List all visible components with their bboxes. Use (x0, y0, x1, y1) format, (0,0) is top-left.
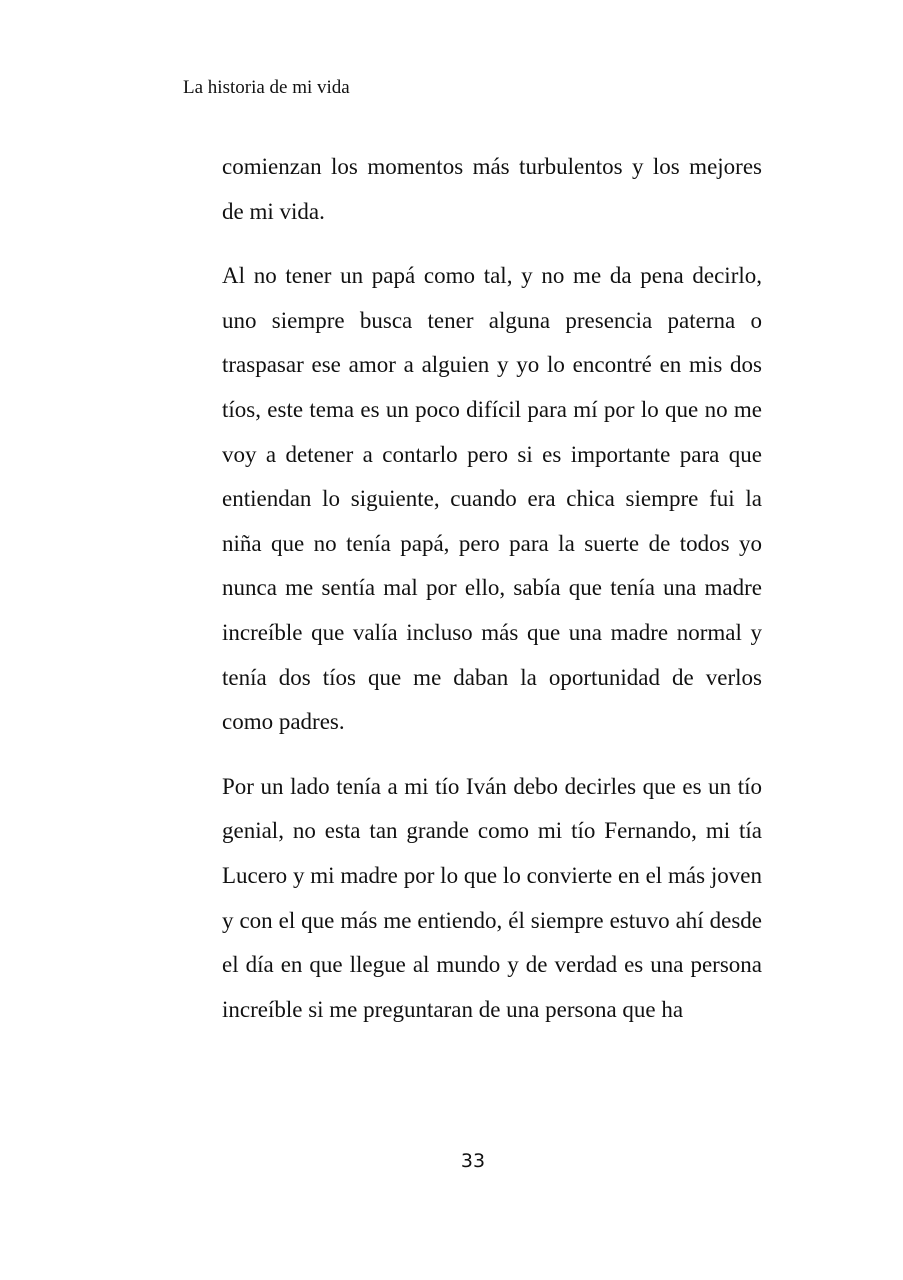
paragraph-1: comienzan los momentos más turbulentos y los mejores de mi vida. (222, 154, 762, 224)
paragraph-2: Al no tener un papá como tal, y no me da pena decirlo, uno siempre busca tener alguna presencia paterna o traspasar ese amor a alguien y yo lo encontré en mis dos tíos, este tema es un poco difícil para mí por lo que no me voy a detener a contarlo pero si es importante para que entiendan lo siguiente, cuando era chica siempre fui la niña que no tenía papá, pero para la suerte de todos yo nunca me sentía mal por ello, sabía que tenía una madre increíble que valía incluso más que una madre normal y tenía dos tíos que me daban la oportunidad de verlos como padres. (222, 263, 762, 735)
body-text (222, 145, 762, 1032)
running-header-title: La historia de mi vida (183, 77, 350, 98)
paragraph-3: Por un lado tenía a mi tío Iván debo decirles que es un tío genial, no esta tan grande como mi tío Fernando, mi tía Lucero y mi madre por lo que lo convierte en el más joven y con el que más me entiendo, él siempre estuvo ahí desde el día en que llegue al mundo y de verdad es una persona increíble si me preguntaran de una persona que ha (222, 773, 762, 1022)
page-number: 33 (460, 1150, 486, 1172)
